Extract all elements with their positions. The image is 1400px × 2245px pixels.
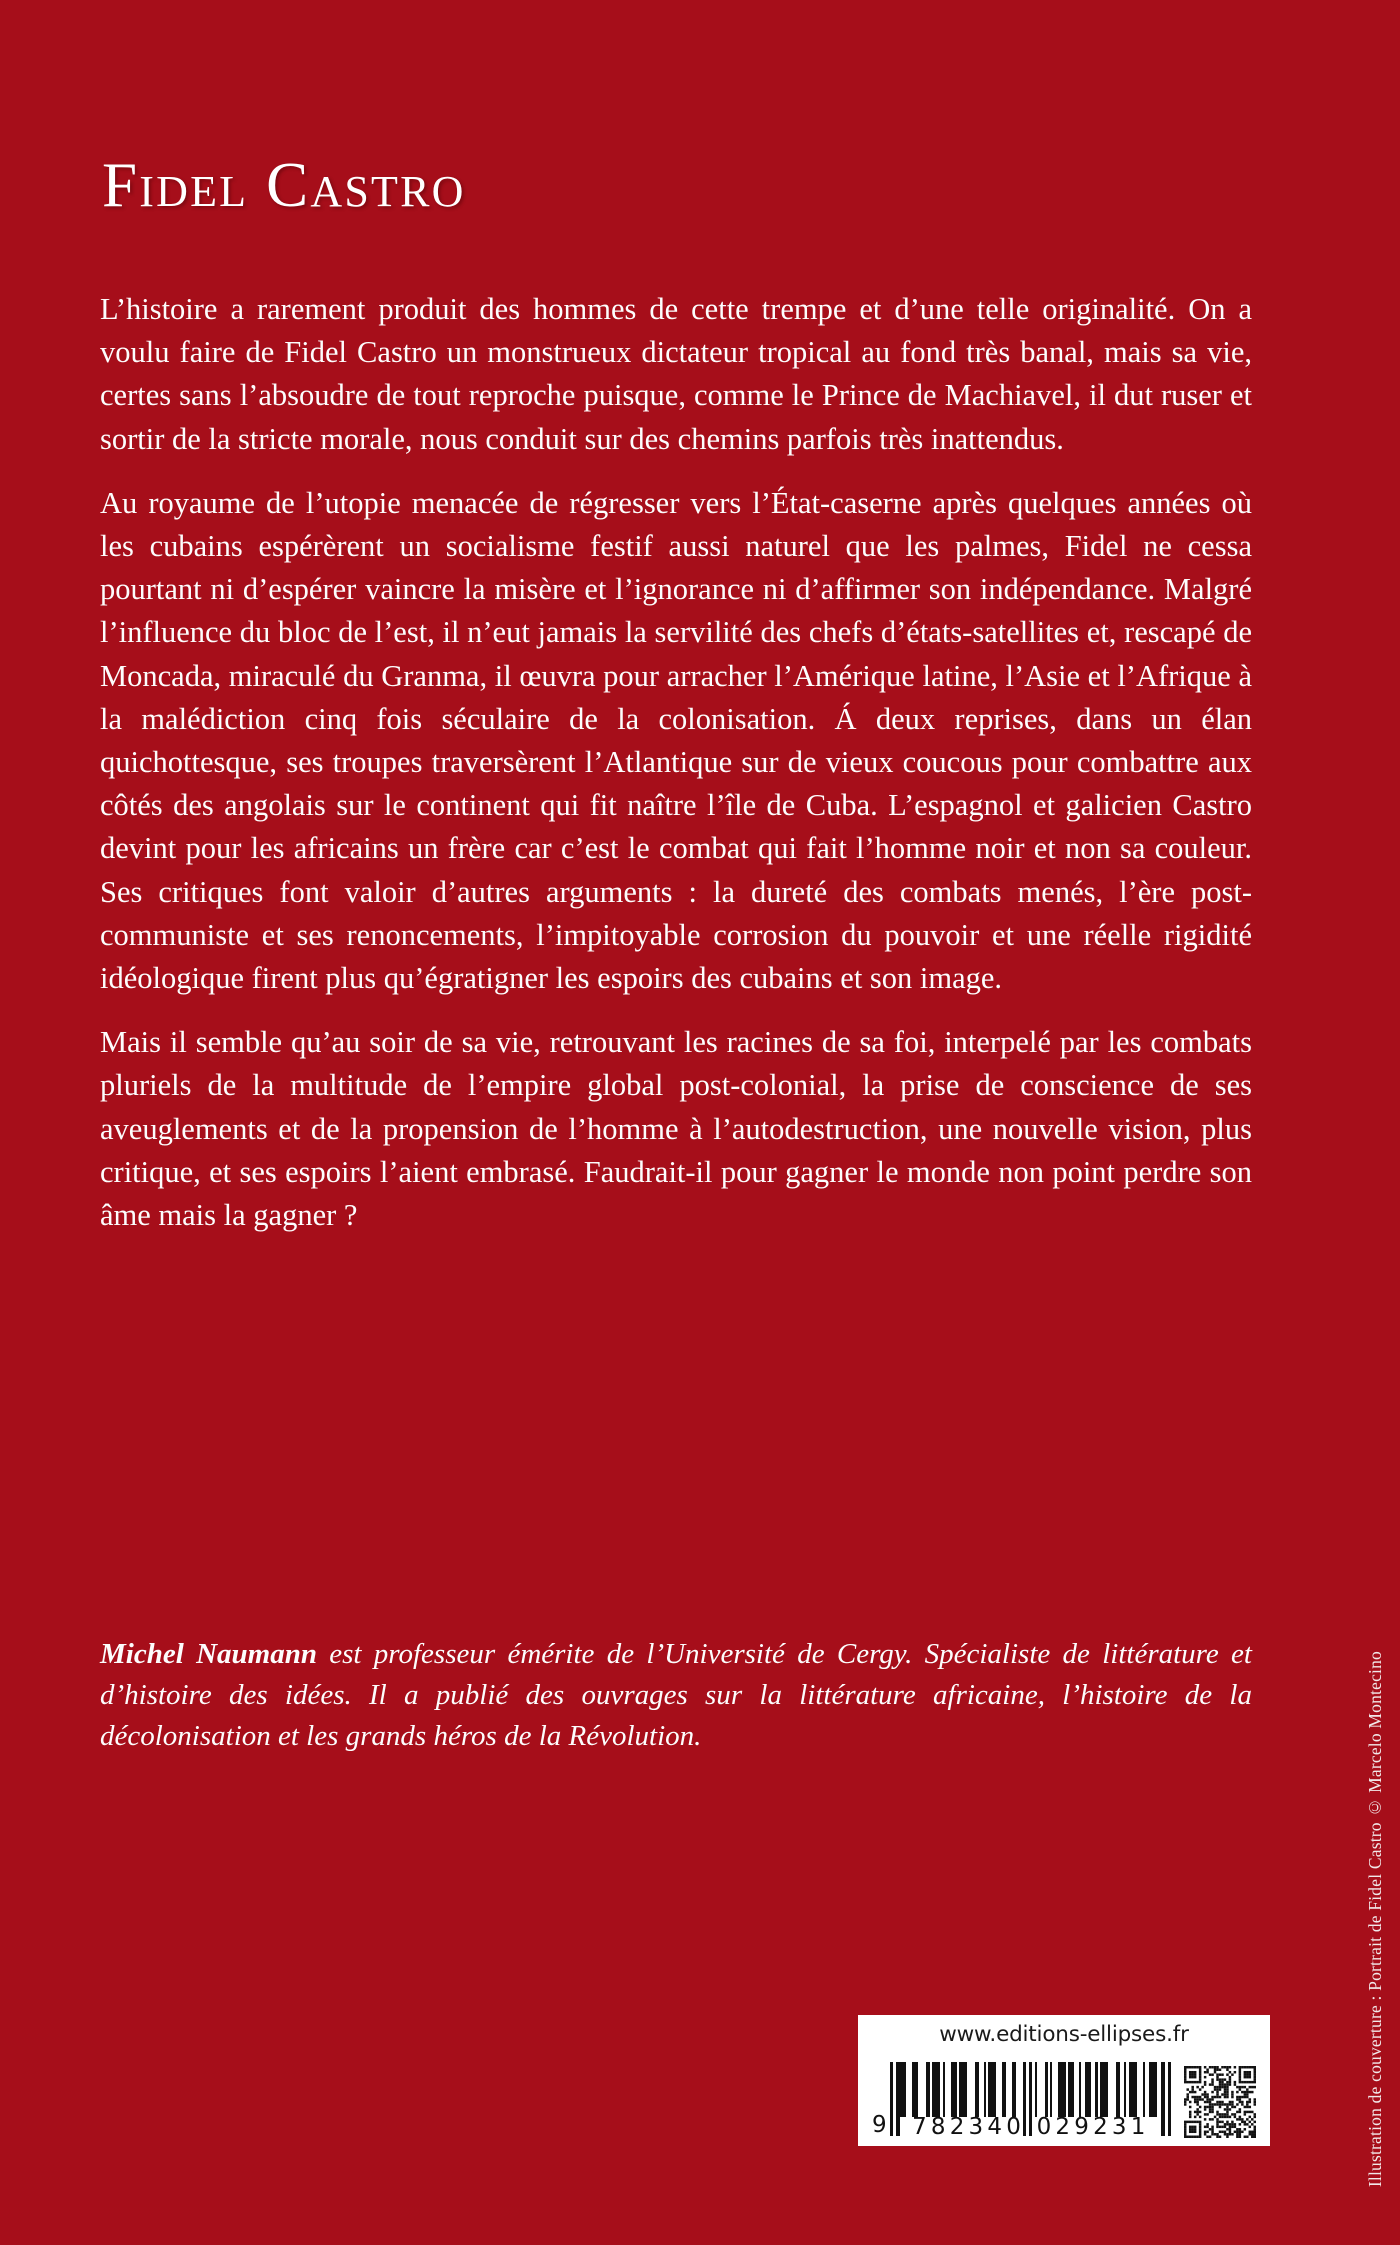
ean-lead-digit: 9 [872, 2111, 887, 2138]
ean-body [890, 2062, 1172, 2138]
blurb-paragraph-3: Mais il semble qu’au soir de sa vie, retrouvant les racines de sa foi, interpelé par les combats pluriels de la multitude de l’empire global post-colonial, la prise de conscience de ses aveuglements et de la propension de l’homme à l’autodestruction, une nouvelle vision, plus critique, et ses espoirs l’aient embrasé. Faudrait-il pour gagner le monde non point perdre son âme mais la gagner ? [100, 1025, 1252, 1233]
blurb-paragraph-1: L’histoire a rarement produit des hommes de cette trempe et d’une telle originalité. On a voulu faire de Fidel Castro un monstrueux dictateur tropical au fond très banal, mais sa vie, certes sans l’absoudre de tout reproche puisque, comme le Prince de Machiavel, il dut ruser et sortir de la stricte morale, nous conduit sur des chemins parfois très inattendus. [100, 292, 1252, 456]
ean13-barcode [872, 2062, 1172, 2138]
page-title: Fidel Castro [102, 150, 466, 221]
illustration-credit: Illustration de couverture : Portrait de Fidel Castro © Marcelo Montecino [1365, 1650, 1385, 2187]
blurb-text-block [100, 288, 1252, 1237]
qr-code-icon[interactable] [1184, 2066, 1256, 2138]
ean-digits: 782340 029231 [912, 2113, 1150, 2140]
author-bio [100, 1634, 1252, 1757]
author-name: Michel Naumann [100, 1638, 317, 1670]
author-bio-text: est professeur émérite de l’Université de Cergy. Spécialiste de littérature et d’histoire des idées. Il a publié des ouvrages sur la littérature africaine, l’histoire de la décolonisation et les grands héros de la Révolution. [100, 1638, 1252, 1752]
publisher-website[interactable]: www.editions-ellipses.fr [939, 2022, 1189, 2047]
barcode-panel [858, 2015, 1270, 2146]
blurb-paragraph-2: Au royaume de l’utopie menacée de régresser vers l’État-caserne après quelques années où les cubains espérèrent un socialisme festif aussi naturel que les palmes, Fidel ne cessa pourtant ni d’espérer vaincre la misère et l’ignorance ni d’affirmer son indépendance. Malgré l’influence du bloc de l’est, il n’eut jamais la servilité des chefs d’états-satellites et, rescapé de Moncada, miraculé du Granma, il œuvra pour arracher l’Amérique latine, l’Asie et l’Afrique à la malédiction cinq fois séculaire de la colonisation. Á deux reprises, dans un élan quichottesque, ses troupes traversèrent l’Atlantique sur de vieux coucous pour combattre aux côtés des angolais sur le continent qui fit naître l’île de Cuba. L’espagnol et galicien Castro devint pour les africains un frère car c’est le combat qui fait l’homme noir et non sa couleur. Ses critiques font valoir d’autres arguments : la dureté des combats menés, l’ère post-communiste et ses renoncements, l’impitoyable corrosion du pouvoir et une réelle rigidité idéologique firent plus qu’égratigner les espoirs des cubains et son image. [100, 485, 1252, 996]
barcode-row [858, 2052, 1270, 2138]
barcode-bars-icon [890, 2062, 1172, 2117]
